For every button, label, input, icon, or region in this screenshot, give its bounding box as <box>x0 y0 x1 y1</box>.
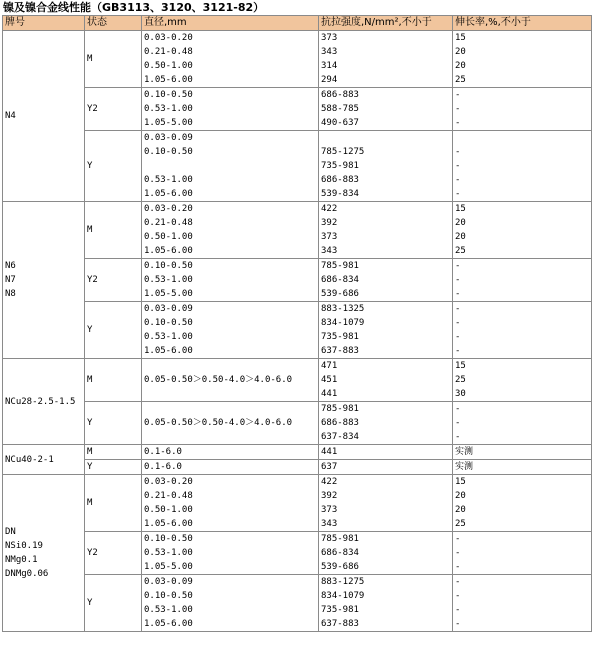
grade-name: N6 <box>5 261 16 271</box>
tensile-value: 686-834 <box>321 275 359 285</box>
tensile-value: 785-981 <box>321 404 359 414</box>
tensile-value: 686-883 <box>321 90 359 100</box>
tensile-value: 883-1325 <box>321 304 365 314</box>
grade-name: NMg0.1 <box>5 555 38 565</box>
diameter-value: 0.03-0.09 <box>144 133 193 143</box>
tensile-value: 343 <box>321 519 338 529</box>
tensile-value: 392 <box>321 491 338 501</box>
tensile-cell <box>319 259 453 302</box>
elongation-value: 15 <box>455 33 466 43</box>
grade-name: N4 <box>5 111 16 121</box>
tensile-value: 785-1275 <box>321 147 365 157</box>
elongation-value: - <box>455 534 461 544</box>
grade-name: DN <box>5 527 16 537</box>
diameter-cell <box>142 131 319 202</box>
tensile-value: 539-834 <box>321 189 359 199</box>
tensile-value: 392 <box>321 218 338 228</box>
grade-cell <box>3 359 85 445</box>
diameter-value: 1.05-5.00 <box>144 118 193 128</box>
tensile-value: 686-883 <box>321 175 359 185</box>
diameter-cell <box>142 202 319 259</box>
table-title: 镍及镍合金线性能（GB3113、3120、3121-82） <box>3 1 265 14</box>
diameter-value: 0.05-0.50＞0.50-4.0＞4.0-6.0 <box>144 418 293 428</box>
elongation-cell <box>453 575 592 632</box>
diameter-cell <box>142 31 319 88</box>
state-cell: Y <box>85 131 142 202</box>
diameter-value: 1.05-5.00 <box>144 289 193 299</box>
diameter-cell <box>142 302 319 359</box>
diameter-value: 0.53-1.00 <box>144 275 193 285</box>
tensile-value: 637-883 <box>321 346 359 356</box>
tensile-value: 735-981 <box>321 332 359 342</box>
state-cell: Y2 <box>85 532 142 575</box>
diameter-value: 0.50-1.00 <box>144 505 193 515</box>
elongation-value: 15 <box>455 477 466 487</box>
tensile-value: 539-686 <box>321 562 359 572</box>
elongation-value: 15 <box>455 361 466 371</box>
diameter-value: 0.03-0.09 <box>144 577 193 587</box>
diameter-cell <box>142 532 319 575</box>
elongation-value: 20 <box>455 505 466 515</box>
elongation-value: 实测 <box>455 462 474 472</box>
state-cell: M <box>85 202 142 259</box>
elongation-cell <box>453 302 592 359</box>
elongation-value: 20 <box>455 491 466 501</box>
elongation-cell <box>453 475 592 532</box>
table-row <box>3 445 592 460</box>
tensile-value: 637-834 <box>321 432 359 442</box>
grade-cell <box>3 31 85 202</box>
table-row <box>3 131 592 202</box>
table-row <box>3 259 592 302</box>
elongation-value: - <box>455 418 461 428</box>
diameter-cell <box>142 359 319 402</box>
diameter-cell <box>142 460 319 475</box>
elongation-cell <box>453 31 592 88</box>
header-elongation: 伸长率,%,不小于 <box>453 16 592 31</box>
table-row <box>3 31 592 88</box>
tensile-cell <box>319 202 453 259</box>
tensile-value: 735-981 <box>321 605 359 615</box>
grade-name: DNMg0.06 <box>5 569 49 579</box>
table-body <box>3 16 592 632</box>
diameter-value: 1.05-6.00 <box>144 619 193 629</box>
tensile-cell <box>319 302 453 359</box>
elongation-cell <box>453 445 592 460</box>
elongation-value <box>455 131 591 145</box>
tensile-value: 373 <box>321 232 338 242</box>
tensile-cell <box>319 31 453 88</box>
elongation-value: - <box>455 104 461 114</box>
tensile-value: 490-637 <box>321 118 359 128</box>
diameter-value <box>144 402 318 416</box>
diameter-value: 0.05-0.50＞0.50-4.0＞4.0-6.0 <box>144 375 293 385</box>
tensile-value: 883-1275 <box>321 577 365 587</box>
tensile-value: 686-883 <box>321 418 359 428</box>
tensile-value: 834-1079 <box>321 318 365 328</box>
elongation-cell <box>453 88 592 131</box>
elongation-value: 25 <box>455 246 466 256</box>
elongation-value: - <box>455 275 461 285</box>
elongation-value: 30 <box>455 389 466 399</box>
elongation-value: - <box>455 432 461 442</box>
diameter-value: 0.53-1.00 <box>144 605 193 615</box>
elongation-value: - <box>455 289 461 299</box>
elongation-value: 20 <box>455 47 466 57</box>
state-cell: M <box>85 359 142 402</box>
diameter-cell <box>142 402 319 445</box>
tensile-value: 343 <box>321 246 338 256</box>
state-cell: Y2 <box>85 259 142 302</box>
state-cell: M <box>85 475 142 532</box>
elongation-value: - <box>455 118 461 128</box>
elongation-value: - <box>455 619 461 629</box>
grade-name: NCu28-2.5-1.5 <box>5 396 76 407</box>
diameter-value <box>144 159 318 173</box>
grade-cell <box>3 202 85 359</box>
tensile-value: 735-981 <box>321 161 359 171</box>
grade-name: NSi0.19 <box>5 541 43 551</box>
state-cell: Y <box>85 402 142 445</box>
elongation-value: - <box>455 404 461 414</box>
elongation-value: 实测 <box>455 447 474 457</box>
grade-cell <box>3 445 85 475</box>
diameter-value <box>144 430 318 444</box>
elongation-value: 20 <box>455 61 466 71</box>
elongation-value: 25 <box>455 519 466 529</box>
tensile-value: 785-981 <box>321 534 359 544</box>
tensile-value: 441 <box>321 389 338 399</box>
nickel-wire-properties-table <box>2 15 592 632</box>
diameter-value: 0.21-0.48 <box>144 47 193 57</box>
diameter-value: 0.03-0.09 <box>144 304 193 314</box>
table-row <box>3 359 592 402</box>
diameter-value: 1.05-6.00 <box>144 75 193 85</box>
elongation-value: - <box>455 577 461 587</box>
diameter-value: 0.1-6.0 <box>144 462 182 472</box>
table-row <box>3 475 592 532</box>
elongation-cell <box>453 402 592 445</box>
elongation-value: 25 <box>455 375 466 385</box>
diameter-value <box>144 387 318 401</box>
diameter-value: 0.03-0.20 <box>144 477 193 487</box>
tensile-value: 441 <box>321 447 338 457</box>
diameter-value: 0.10-0.50 <box>144 90 193 100</box>
diameter-value: 0.10-0.50 <box>144 591 193 601</box>
diameter-value: 0.10-0.50 <box>144 261 193 271</box>
diameter-value: 0.03-0.20 <box>144 33 193 43</box>
elongation-value: - <box>455 147 461 157</box>
table-row <box>3 88 592 131</box>
tensile-value: 314 <box>321 61 338 71</box>
diameter-value: 0.53-1.00 <box>144 332 193 342</box>
elongation-value: 25 <box>455 75 466 85</box>
diameter-value: 1.05-6.00 <box>144 519 193 529</box>
tensile-value: 588-785 <box>321 104 359 114</box>
diameter-value: 0.10-0.50 <box>144 318 193 328</box>
diameter-cell <box>142 575 319 632</box>
diameter-value: 1.05-6.00 <box>144 246 193 256</box>
state-cell: Y2 <box>85 88 142 131</box>
table-row <box>3 575 592 632</box>
tensile-value <box>321 131 452 145</box>
tensile-cell <box>319 575 453 632</box>
diameter-value: 0.21-0.48 <box>144 218 193 228</box>
elongation-cell <box>453 532 592 575</box>
tensile-value: 637 <box>321 462 338 472</box>
elongation-value: - <box>455 318 461 328</box>
state-cell: Y <box>85 575 142 632</box>
diameter-cell <box>142 445 319 460</box>
diameter-value: 0.1-6.0 <box>144 447 182 457</box>
tensile-value: 343 <box>321 47 338 57</box>
elongation-value: - <box>455 304 461 314</box>
tensile-value: 373 <box>321 505 338 515</box>
diameter-value: 0.53-1.00 <box>144 548 193 558</box>
diameter-cell <box>142 259 319 302</box>
elongation-value: - <box>455 90 461 100</box>
tensile-cell <box>319 532 453 575</box>
tensile-value: 785-981 <box>321 261 359 271</box>
diameter-value: 0.53-1.00 <box>144 175 193 185</box>
elongation-cell <box>453 460 592 475</box>
diameter-value: 0.03-0.20 <box>144 204 193 214</box>
elongation-cell <box>453 202 592 259</box>
elongation-value: - <box>455 161 461 171</box>
elongation-value: - <box>455 332 461 342</box>
tensile-cell <box>319 475 453 532</box>
header-state: 状态 <box>85 16 142 31</box>
tensile-value: 834-1079 <box>321 591 365 601</box>
diameter-value: 1.05-5.00 <box>144 562 193 572</box>
diameter-value: 0.10-0.50 <box>144 534 193 544</box>
elongation-value: 15 <box>455 204 466 214</box>
elongation-value: - <box>455 346 461 356</box>
elongation-value: - <box>455 189 461 199</box>
grade-cell <box>3 475 85 632</box>
header-tensile-strength: 抗拉强度,N/mm²,不小于 <box>319 16 453 31</box>
elongation-cell <box>453 259 592 302</box>
diameter-cell <box>142 88 319 131</box>
table-row <box>3 402 592 445</box>
elongation-value: 20 <box>455 218 466 228</box>
tensile-value: 451 <box>321 375 338 385</box>
elongation-value: - <box>455 175 461 185</box>
table-row <box>3 302 592 359</box>
table-row <box>3 532 592 575</box>
elongation-value: 20 <box>455 232 466 242</box>
grade-name: N8 <box>5 289 16 299</box>
tensile-cell <box>319 460 453 475</box>
state-cell: Y <box>85 302 142 359</box>
diameter-value: 0.53-1.00 <box>144 104 193 114</box>
tensile-value: 539-686 <box>321 289 359 299</box>
tensile-cell <box>319 402 453 445</box>
header-grade: 牌号 <box>3 16 85 31</box>
elongation-value: - <box>455 261 461 271</box>
tensile-cell <box>319 88 453 131</box>
elongation-cell <box>453 131 592 202</box>
grade-name: N7 <box>5 275 16 285</box>
tensile-cell <box>319 445 453 460</box>
header-row <box>3 16 592 31</box>
diameter-value: 0.10-0.50 <box>144 147 193 157</box>
header-diameter: 直径,mm <box>142 16 319 31</box>
tensile-value: 422 <box>321 204 338 214</box>
tensile-value: 373 <box>321 33 338 43</box>
tensile-cell <box>319 131 453 202</box>
elongation-value: - <box>455 605 461 615</box>
elongation-value: - <box>455 562 461 572</box>
diameter-value: 1.05-6.00 <box>144 189 193 199</box>
table-row <box>3 202 592 259</box>
tensile-value: 637-883 <box>321 619 359 629</box>
tensile-value: 422 <box>321 477 338 487</box>
grade-name: NCu40-2-1 <box>5 454 54 465</box>
diameter-cell <box>142 475 319 532</box>
state-cell: M <box>85 31 142 88</box>
tensile-value: 471 <box>321 361 338 371</box>
diameter-value: 0.50-1.00 <box>144 61 193 71</box>
table-row <box>3 460 592 475</box>
tensile-value: 294 <box>321 75 338 85</box>
elongation-value: - <box>455 548 461 558</box>
diameter-value: 0.50-1.00 <box>144 232 193 242</box>
diameter-value: 1.05-6.00 <box>144 346 193 356</box>
state-cell: M <box>85 445 142 460</box>
elongation-value: - <box>455 591 461 601</box>
tensile-value: 686-834 <box>321 548 359 558</box>
diameter-value <box>144 359 318 373</box>
diameter-value: 0.21-0.48 <box>144 491 193 501</box>
state-cell: Y <box>85 460 142 475</box>
elongation-cell <box>453 359 592 402</box>
tensile-cell <box>319 359 453 402</box>
